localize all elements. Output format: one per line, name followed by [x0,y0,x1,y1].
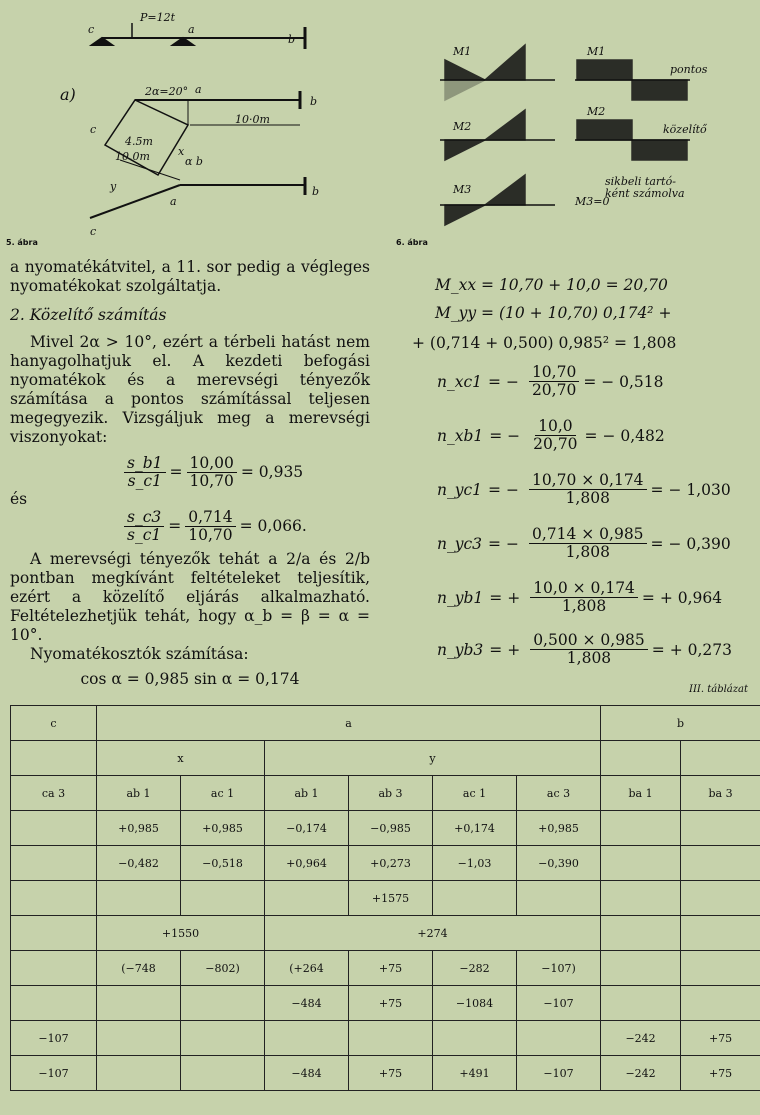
svg-text:10·0m: 10·0m [235,113,270,126]
table-cell: +0,985 [517,811,601,846]
eq-lhs: n_xb1 [437,426,484,445]
svg-text:α b: α b [185,155,203,168]
paragraph-2: Mivel 2α > 10°, ezért a térbeli hatást nem hanyagolhatjuk el. A kezdeti befogási nyomatékok és a merevségi tényezők számítása a pontos számítással teljesen megegyezik. Vizsgáljuk meg a merevségi viszonyokat: [10,333,370,446]
row4-x-value: +1550 [97,916,265,951]
svg-text:P=12t: P=12t [140,11,176,24]
table-cell: −242 [601,1021,681,1056]
table-cell [601,986,681,1021]
table-cell [181,1021,265,1056]
header-b: b [601,706,760,741]
table-row [11,1021,760,1056]
paragraph-5: cos α = 0,985 sin α = 0,174 [80,670,300,688]
svg-text:c: c [88,23,95,36]
paragraph-4: Nyomatékosztók számítása: [30,645,249,663]
eq-numerator: 10,70 × 0,174 [529,472,647,490]
eq-fraction [529,364,579,399]
eq2-result: = 0,066. [239,517,307,535]
equation-n-yb3 [437,632,732,667]
svg-text:b: b [312,185,320,198]
equation-1: $\frac{s\_b1}{s\_c1}$ = $\frac{10,00}{10,70}$ = 0,935 [120,455,370,490]
table-row [11,881,760,916]
empty-cell [681,916,760,951]
column-header: ab 1 [97,776,181,811]
equation-n-xc1 [437,364,664,399]
table-cell [681,951,760,986]
table-reference: III. táblázat [689,684,748,695]
figure-5-diagram [30,5,360,237]
eq-denominator: 1,808 [561,597,607,615]
svg-text:közelítő: közelítő [663,123,707,136]
table-cell: (+264 [265,951,349,986]
table-cell [11,846,97,881]
table-cell: +75 [349,1056,433,1091]
eq-denominator: 20,70 [533,435,578,453]
table-cell [265,881,349,916]
table-cell: −1,03 [433,846,517,881]
eq-result: = − 0,390 [650,534,731,553]
table-row [11,811,760,846]
table-cell: −484 [265,986,349,1021]
eq-lhs: n_yc3 [437,534,483,553]
eq1-lhs-num: s_b1 [124,455,166,473]
eq-fraction [530,418,580,453]
column-header: ba 3 [681,776,760,811]
eq-result: = + 0,273 [651,640,732,659]
header-x: x [97,741,265,776]
table-cell: (−748 [97,951,181,986]
table-cell: −0,482 [97,846,181,881]
header-c: c [11,706,97,741]
table-cell [681,881,760,916]
table-cell: −107 [11,1056,97,1091]
eq-sign: = + [489,640,521,659]
table-cell: −242 [601,1056,681,1091]
figure-5-caption: 5. ábra [6,238,38,247]
eq-denominator: 1,808 [565,489,610,507]
left-column-text [10,258,370,689]
table-cell [11,811,97,846]
svg-text:c: c [90,123,97,136]
table-cell [181,881,265,916]
eq-result: = − 0,482 [584,426,665,445]
table-cell [681,846,760,881]
equation-2: $\frac{s\_c3}{s\_c1}$ = $\frac{0,714}{10,70}$ = 0,066. [120,509,370,544]
svg-text:a): a) [60,85,76,104]
paragraph-1: a nyomatékátvitel, a 11. sor pedig a végleges nyomatékokat szolgáltatja. [10,258,370,295]
table-cell: −802) [181,951,265,986]
eq-numerator: 0,500 × 0,985 [530,632,648,650]
table-cell: +0,273 [349,846,433,881]
eq-fraction [530,580,638,615]
eq1-num: 10,00 [187,455,237,473]
svg-text:pontos: pontos [670,63,708,76]
svg-text:b: b [288,33,296,46]
svg-text:4.5m: 4.5m [125,135,153,148]
column-header: ab 1 [265,776,349,811]
svg-text:a: a [195,83,202,96]
eq-fraction [529,526,647,561]
equation-n-yc1 [437,472,731,507]
svg-text:c: c [90,225,97,237]
table-cell: −282 [433,951,517,986]
table-cell: +0,174 [433,811,517,846]
moment-table [10,705,760,1091]
table-cell: −0,390 [517,846,601,881]
table-cell [349,1021,433,1056]
paragraph-3: A merevségi tényezők tehát a 2/a és 2/b pontban megkívánt feltételeket teljesítik, ezért a közelítő eljárás alkalmazható. Feltételezhetjük tehát, hogy α_b = β = α = 10°. [10,550,370,644]
equation-n-yb1 [437,580,722,615]
table-cell [11,951,97,986]
eq-sign: = − [488,480,519,499]
svg-text:M3: M3 [453,183,472,196]
svg-text:a: a [188,23,195,36]
svg-text:M2: M2 [453,120,472,133]
svg-text:b: b [310,95,318,108]
eq-fraction [529,472,647,507]
eq2-num: 0,714 [185,509,235,527]
svg-text:a: a [170,195,177,208]
column-header: ba 1 [601,776,681,811]
eq-sign: = − [489,426,521,445]
table-cell [601,846,681,881]
es-word: és [10,490,28,508]
empty-cell [11,916,97,951]
table-cell [601,811,681,846]
eq2-den: 10,70 [188,526,233,544]
mxx-equation: M_xx = 10,70 + 10,0 = 20,70 [435,276,668,294]
table-cell: −0,518 [181,846,265,881]
eq-lhs: n_yb3 [437,640,484,659]
column-header: ac 1 [433,776,517,811]
table-cell: +1575 [349,881,433,916]
eq-sign: = + [489,588,521,607]
table-cell [11,881,97,916]
column-header: ac 1 [181,776,265,811]
table-row [11,986,760,1021]
svg-text:M1: M1 [587,45,606,58]
equation-n-yc3 [437,526,731,561]
table-cell [97,881,181,916]
table-cell [265,1021,349,1056]
header-a: a [97,706,601,741]
table-cell [433,881,517,916]
table-cell [97,1056,181,1091]
eq-fraction [530,632,648,667]
svg-text:sikbeli tartó-: sikbeli tartó- [605,175,676,188]
table-cell [601,951,681,986]
eq-lhs: n_yc1 [437,480,483,499]
figure-6-diagram [425,35,745,240]
table-cell [181,1056,265,1091]
eq-denominator: 1,808 [565,543,610,561]
eq-sign: = − [488,534,519,553]
table-cell [97,1021,181,1056]
table-cell: −107 [11,1021,97,1056]
eq-numerator: 10,0 × 0,174 [530,580,638,598]
figure-6-caption: 6. ábra [396,238,428,247]
table-cell: −107 [517,986,601,1021]
empty-cell [681,741,760,776]
equation-n-xb1 [437,418,665,453]
svg-text:2α=20°: 2α=20° [145,85,189,98]
table-cell: +75 [681,1021,760,1056]
eq-result: = + 0,964 [641,588,723,607]
svg-text:x: x [178,145,185,158]
eq-result: = − 1,030 [650,480,731,499]
eq1-den: 10,70 [189,472,234,490]
myy-equation-line2: + (0,714 + 0,500) 0,985² = 1,808 [412,334,677,352]
svg-text:ként számolva: ként számolva [605,187,685,200]
svg-text:y: y [110,180,117,193]
eq-numerator: 0,714 × 0,985 [529,526,647,544]
table-cell: −1084 [433,986,517,1021]
table-cell: +0,985 [97,811,181,846]
eq-lhs: n_xc1 [437,372,483,391]
table-cell: −107) [517,951,601,986]
table-cell [681,811,760,846]
table-cell: +491 [433,1056,517,1091]
column-headers-row [11,776,760,811]
table-row [11,1056,760,1091]
svg-text:M3=0: M3=0 [575,195,610,208]
table-cell [181,986,265,1021]
empty-cell [601,741,681,776]
table-cell: −107 [517,1056,601,1091]
table-cell [433,1021,517,1056]
table-cell: +75 [349,986,433,1021]
column-header: ab 3 [349,776,433,811]
column-header: ac 3 [517,776,601,811]
table-row [11,846,760,881]
eq2-lhs-den: s_c1 [127,526,162,544]
table-cell: −0,174 [265,811,349,846]
table-cell: +75 [349,951,433,986]
column-header: ca 3 [11,776,97,811]
table-cell [601,881,681,916]
eq-numerator: 10,70 [529,364,579,382]
table-cell: −0,985 [349,811,433,846]
section-heading: 2. Közelítő számítás [10,306,167,324]
table-cell [517,881,601,916]
empty-cell [11,741,97,776]
eq-denominator: 20,70 [531,381,577,399]
eq-denominator: 1,808 [566,649,612,667]
eq1-lhs-den: s_c1 [127,472,162,490]
table-cell [11,986,97,1021]
table-row [11,951,760,986]
svg-text:M1: M1 [453,45,472,58]
eq-result: = − 0,518 [583,372,664,391]
eq2-lhs-num: s_c3 [124,509,164,527]
myy-equation-line1: M_yy = (10 + 10,70) 0,174² + [435,304,672,322]
table-cell: −484 [265,1056,349,1091]
table-cell: +75 [681,1056,760,1091]
header-y: y [265,741,601,776]
table-cell [97,986,181,1021]
eq-lhs: n_yb1 [437,588,484,607]
row4-y-value: +274 [265,916,601,951]
eq-numerator: 10,0 [535,418,576,436]
empty-cell [601,916,681,951]
table-cell [681,986,760,1021]
eq1-result: = 0,935 [240,463,304,481]
table-cell [517,1021,601,1056]
table-cell: +0,964 [265,846,349,881]
svg-text:M2: M2 [587,105,606,118]
eq-sign: = − [488,372,519,391]
svg-text:10.0m: 10.0m [115,150,150,163]
table-cell: +0,985 [181,811,265,846]
